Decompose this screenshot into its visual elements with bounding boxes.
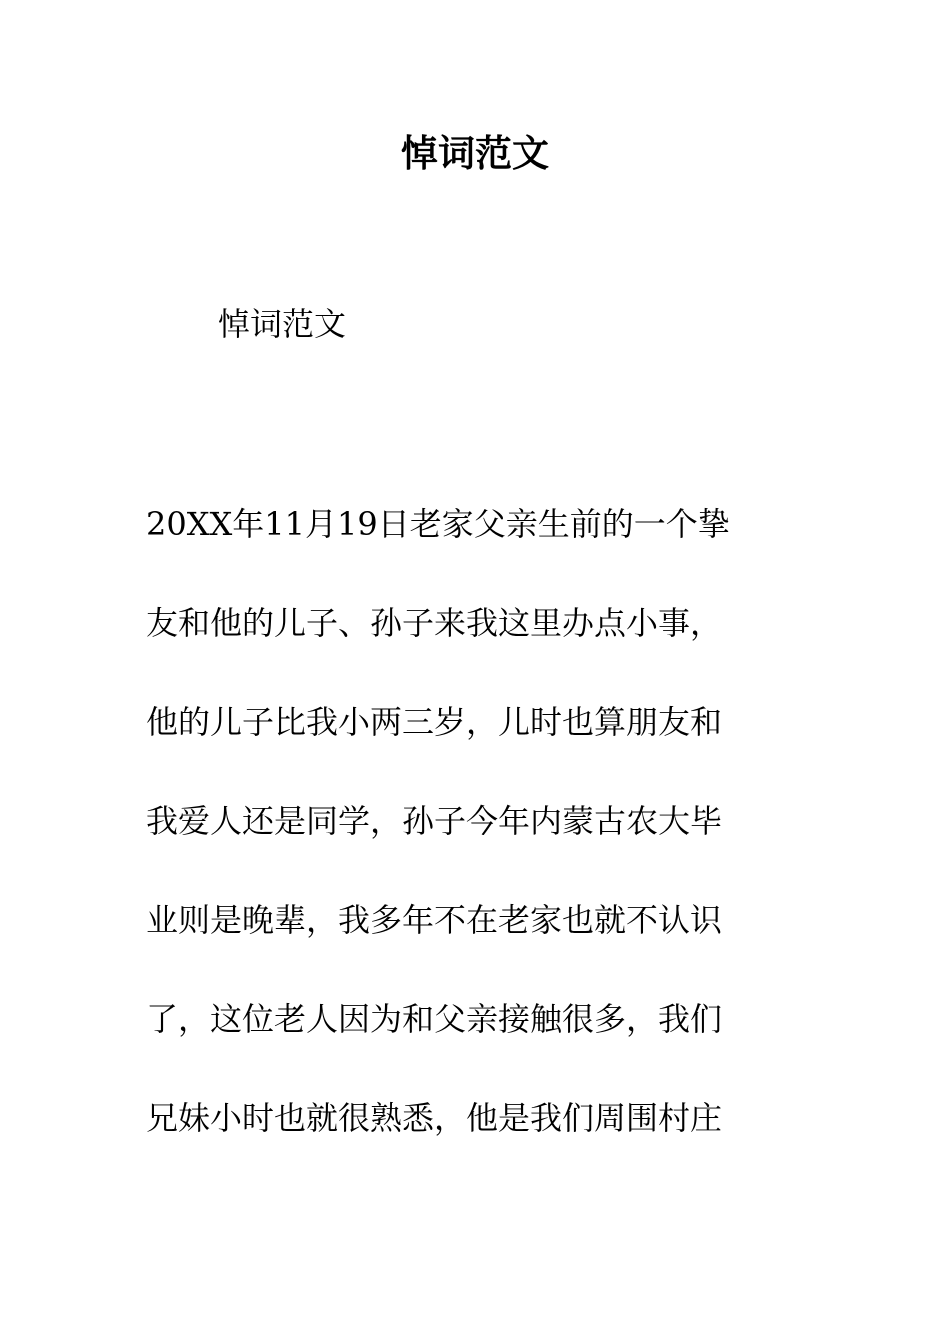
body-line: 20XX年11月19日老家父亲生前的一个挚 — [146, 505, 730, 543]
body-line: 兄妹小时也就很熟悉，他是我们周围村庄 — [146, 1099, 723, 1137]
body-line: 他的儿子比我小两三岁，儿时也算朋友和 — [146, 703, 723, 741]
document-body — [146, 500, 806, 1193]
body-line: 友和他的儿子、孙子来我这里办点小事， — [146, 604, 723, 642]
document-subtitle: 悼词范文 — [218, 305, 347, 343]
body-line: 了，这位老人因为和父亲接触很多，我们 — [146, 1000, 723, 1038]
document-title: 悼词范文 — [401, 131, 549, 175]
body-line: 业则是晚辈，我多年不在老家也就不认识 — [146, 901, 723, 939]
body-line: 我爱人还是同学，孙子今年内蒙古农大毕 — [146, 802, 723, 840]
